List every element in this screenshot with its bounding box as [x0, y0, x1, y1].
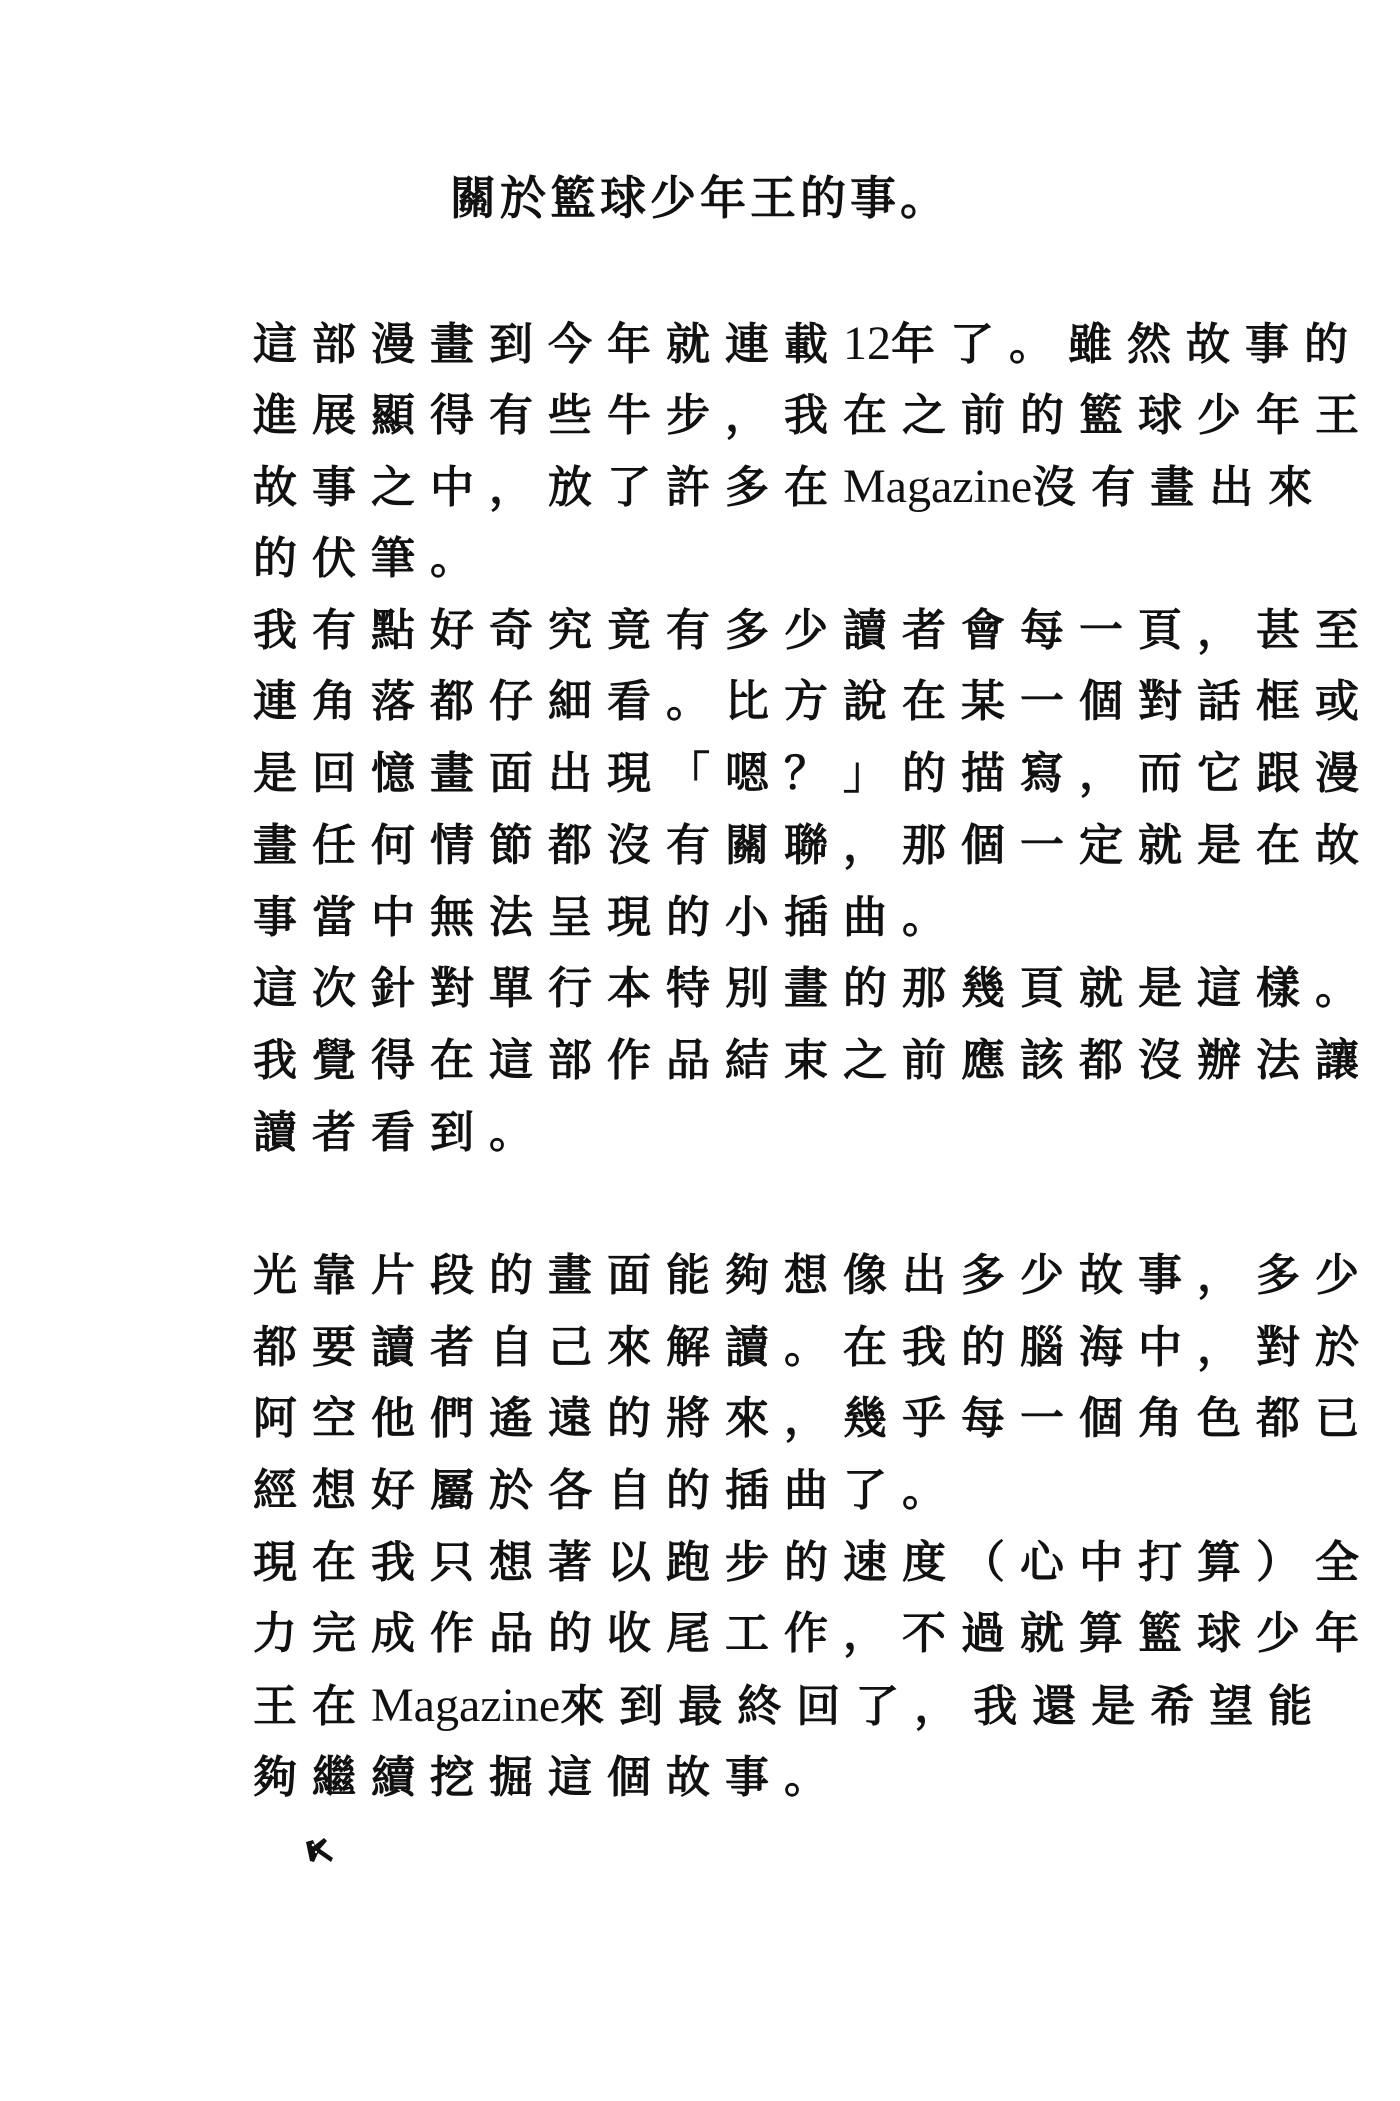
section-gap	[253, 1168, 1173, 1240]
paragraph	[253, 953, 1374, 1168]
text-line: 畫任何情節都沒有關聯，那個一定就是在故	[253, 819, 1374, 871]
paragraph	[253, 1527, 1374, 1814]
text-line: 這部漫畫到今年就連載12年了。雖然故事的	[253, 317, 1363, 370]
text-line: 連角落都仔細看。比方說在某一個對話框或	[253, 676, 1374, 728]
text-line: 都要讀者自己來解讀。在我的腦海中，對於	[253, 1321, 1374, 1373]
text-line: 現在我只想著以跑步的速度（心中打算）全	[253, 1536, 1374, 1588]
paragraph	[253, 1240, 1374, 1527]
text-line: 這次針對單行本特別畫的那幾頁就是這樣。	[253, 963, 1374, 1015]
text-line: 故事之中，放了許多在Magazine沒有畫出來	[253, 460, 1328, 514]
text-line: 夠繼續挖掘這個故事。	[253, 1751, 843, 1803]
page-title: 關於籃球少年王的事。	[450, 171, 950, 225]
text-line: 我有點好奇究竟有多少讀者會每一頁，甚至	[253, 604, 1374, 656]
text-line: 的伏筆。	[253, 533, 489, 585]
text-line: 是回憶畫面出現「嗯？」的描寫，而它跟漫	[253, 748, 1374, 800]
text-line: 光靠片段的畫面能夠想像出多少故事，多少	[253, 1249, 1374, 1301]
text-line: 力完成作品的收尾工作，不過就算籃球少年	[253, 1608, 1374, 1660]
text-line: 我覺得在這部作品結束之前應該都沒辦法讓	[253, 1034, 1374, 1086]
author-signature-mark-icon	[304, 1836, 336, 1864]
text-line: 王在Magazine來到最終回了，我還是希望能	[253, 1679, 1328, 1733]
document-body	[253, 308, 1374, 1813]
text-line: 事當中無法呈現的小插曲。	[253, 891, 961, 943]
text-line: 阿空他們遙遠的將來，幾乎每一個角色都已	[253, 1393, 1374, 1445]
paragraph	[253, 595, 1374, 953]
text-line: 經想好屬於各自的插曲了。	[253, 1465, 961, 1516]
text-line: 進展顯得有些牛步，我在之前的籃球少年王	[253, 389, 1374, 441]
text-line: 讀者看到。	[253, 1106, 548, 1158]
paragraph	[253, 308, 1374, 595]
